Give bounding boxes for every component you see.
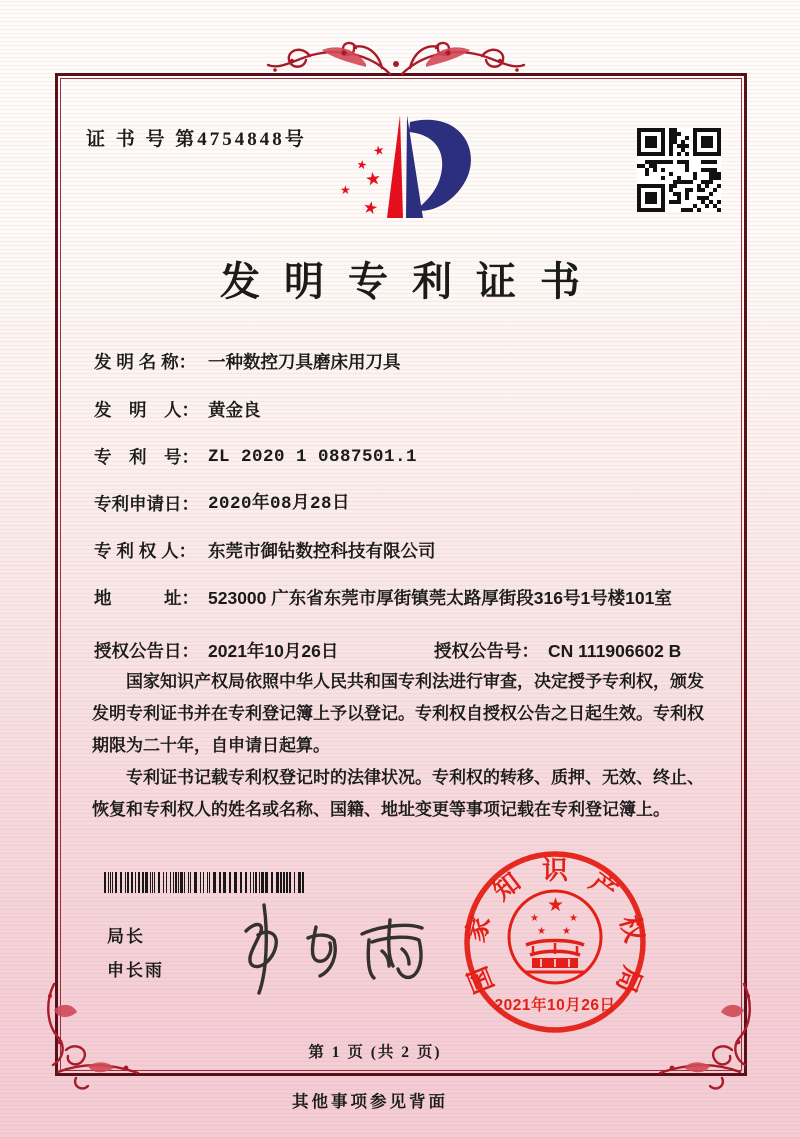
svg-text:★: ★ xyxy=(361,197,380,220)
field-value: 黄金良 xyxy=(208,400,261,420)
national-emblem-icon xyxy=(509,891,601,983)
page-indicator: 第 1 页 (共 2 页) xyxy=(308,1044,442,1061)
seal-arc-character: 权 xyxy=(614,912,650,946)
legal-paragraph: 国家知识产权局依照中华人民共和国专利法进行审查，决定授予专利权，颁发发明专利证书并在专利登记簿上予以登记。专利权自授权公告之日起生效。专利权期限为二十年，自申请日起算。 xyxy=(92,672,704,755)
field-value: 523000 广东省东莞市厚街镇莞太路厚街段316号1号楼101室 xyxy=(208,588,672,608)
field-row-grant-number xyxy=(434,640,800,664)
seal-arc-character: 局 xyxy=(610,962,648,998)
seal-arc-character: 家 xyxy=(460,912,496,946)
field-row-address xyxy=(94,587,728,611)
svg-text:★: ★ xyxy=(569,913,578,924)
field-row-grant xyxy=(94,640,800,664)
field-row-inventor xyxy=(94,399,728,423)
page-title: 发明专利证书 xyxy=(220,259,604,304)
cnipa-logo-icon xyxy=(330,100,480,238)
back-side-note: 其他事项参见背面 xyxy=(292,1092,448,1111)
field-row-patent-number xyxy=(94,446,728,470)
svg-text:★: ★ xyxy=(562,926,571,937)
official-seal xyxy=(456,845,654,1043)
legal-paragraph: 专利证书记载专利权登记时的法律状况。专利权的转移、质押、无效、终止、恢复和专利权人的姓名或名称、国籍、地址变更等事项记载在专利登记簿上。 xyxy=(92,767,704,819)
svg-text:★: ★ xyxy=(547,894,565,916)
field-value: CN 111906602 B xyxy=(548,641,682,661)
director-name: 申长雨 xyxy=(107,961,164,980)
field-value: 2020年08月28日 xyxy=(208,494,351,514)
field-label: 发 明 名 称： xyxy=(94,352,197,372)
svg-text:★: ★ xyxy=(537,926,546,937)
field-label: 授权公告日： xyxy=(94,641,199,661)
field-value: ZL 2020 1 0887501.1 xyxy=(208,447,418,467)
svg-text:★: ★ xyxy=(340,183,351,197)
field-row-patentee xyxy=(94,540,728,564)
field-row-invention-name xyxy=(94,351,728,375)
bottom-right-flourish-ornament xyxy=(652,982,756,1090)
svg-text:★: ★ xyxy=(355,157,369,173)
seal-arc-character: 知 xyxy=(487,867,526,907)
legal-text-block xyxy=(92,666,716,826)
field-value: 一种数控刀具磨床用刀具 xyxy=(208,352,401,372)
certificate-number: 证 书 号 第4754848号 xyxy=(86,129,307,150)
svg-text:★: ★ xyxy=(371,142,387,160)
field-value: 2021年10月26日 xyxy=(208,641,339,661)
field-label: 专利申请日： xyxy=(94,494,199,514)
svg-text:★: ★ xyxy=(530,913,539,924)
director-title: 局长 xyxy=(107,927,145,946)
svg-text:★: ★ xyxy=(363,167,383,191)
top-flourish-ornament xyxy=(263,34,529,106)
field-label: 地 址： xyxy=(94,588,199,608)
field-label: 授权公告号： xyxy=(434,641,539,661)
field-label: 发 明 人： xyxy=(94,400,199,420)
qr-code xyxy=(637,128,721,212)
seal-arc-character: 产 xyxy=(584,867,623,907)
seal-arc-character: 识 xyxy=(541,856,569,885)
barcode xyxy=(104,872,304,893)
field-row-application-date xyxy=(94,493,728,517)
bottom-left-flourish-ornament xyxy=(42,982,146,1090)
seal-date: 2021年10月26日 xyxy=(494,997,616,1014)
signature-handwriting xyxy=(212,893,447,1008)
field-label: 专 利 权 人： xyxy=(94,541,197,561)
field-value: 东莞市御钻数控科技有限公司 xyxy=(208,541,436,561)
field-label: 专 利 号： xyxy=(94,447,199,467)
seal-arc-character: 国 xyxy=(462,962,500,998)
